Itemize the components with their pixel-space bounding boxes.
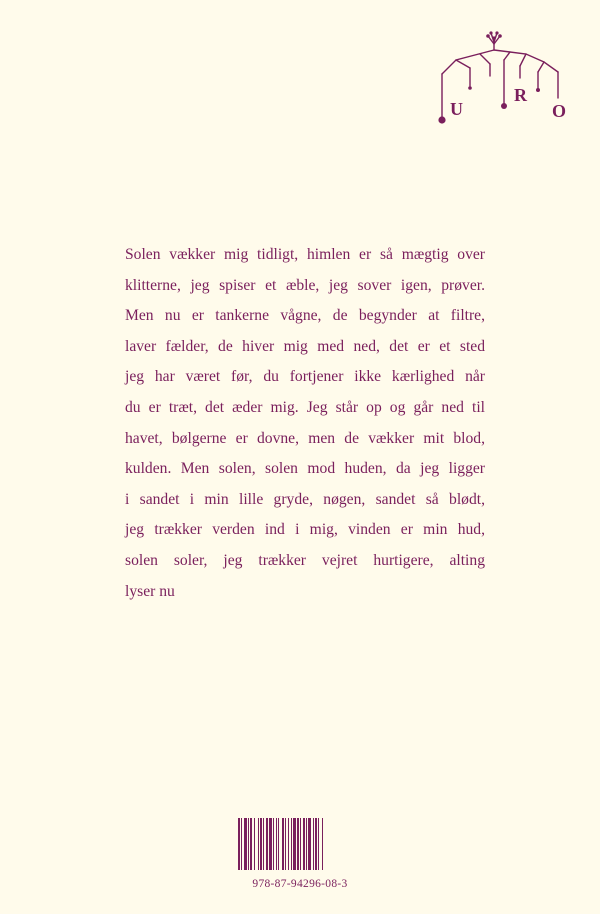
barcode-bar bbox=[293, 818, 296, 870]
blurb-line: havet, bølgerne er dovne, men de vækker mit blod, bbox=[125, 429, 485, 447]
isbn-number: 978-87-94296-08-3 bbox=[252, 878, 348, 890]
barcode-bar bbox=[285, 818, 286, 870]
barcode-bar bbox=[266, 818, 268, 870]
blurb-line: Men nu er tankerne vågne, de begynder at filtre, bbox=[125, 307, 485, 325]
barcode-bar bbox=[263, 818, 264, 870]
barcode-bar bbox=[308, 818, 311, 870]
barcode-bar bbox=[318, 818, 319, 870]
barcode-bar bbox=[315, 818, 317, 870]
barcode-bar bbox=[306, 818, 307, 870]
blurb-line: du er træt, det æder mig. Jeg står op og går ned til bbox=[125, 398, 485, 416]
barcode-bar bbox=[248, 818, 249, 870]
blurb-line: Solen vækker mig tidligt, himlen er så mægtig over bbox=[125, 246, 485, 263]
barcode-bar bbox=[297, 818, 299, 870]
blurb-line: lyser nu bbox=[125, 582, 175, 600]
blurb-line: klitterne, jeg spiser et æble, jeg sover igen, prøver. bbox=[125, 276, 485, 294]
barcode-bar bbox=[291, 818, 292, 870]
barcode-bar bbox=[303, 818, 305, 870]
barcode-bar bbox=[273, 818, 274, 870]
barcode-bar bbox=[260, 818, 262, 870]
logo-letter-o: O bbox=[552, 101, 567, 121]
blurb-line: kulden. Men solen, solen mod huden, da jeg ligger bbox=[125, 460, 485, 478]
logo-letter-u: U bbox=[450, 99, 463, 119]
blurb-text bbox=[125, 240, 485, 607]
barcode-bar bbox=[244, 818, 247, 870]
barcode-icon bbox=[238, 818, 362, 870]
barcode-bar bbox=[276, 818, 277, 870]
blurb-line: i sandet i min lille gryde, nøgen, sandet så blødt, bbox=[125, 490, 485, 508]
blurb-line: jeg trækker verden ind i mig, vinden er min hud, bbox=[125, 521, 485, 539]
barcode-bar bbox=[300, 818, 301, 870]
blurb-line: jeg har været før, du fortjener ikke kærlighed når bbox=[125, 368, 485, 386]
publisher-logo bbox=[434, 28, 570, 128]
barcode-bar bbox=[258, 818, 259, 870]
barcode-bar bbox=[250, 818, 252, 870]
barcode-bar bbox=[322, 818, 323, 870]
logo-letter-r: R bbox=[514, 85, 527, 105]
barcode-bar bbox=[313, 818, 314, 870]
barcode-bar bbox=[238, 818, 240, 870]
barcode-bar bbox=[282, 818, 284, 870]
barcode-bar bbox=[241, 818, 242, 870]
barcode-bars bbox=[238, 818, 362, 870]
blurb-line: laver fælder, de hiver mig med ned, det er et sted bbox=[125, 337, 485, 355]
barcode-bar bbox=[278, 818, 279, 870]
barcode-bar bbox=[254, 818, 255, 870]
blurb-line: solen soler, jeg trækker vejret hurtigere, alting bbox=[125, 551, 485, 569]
barcode-bar bbox=[288, 818, 289, 870]
barcode-bar bbox=[269, 818, 272, 870]
